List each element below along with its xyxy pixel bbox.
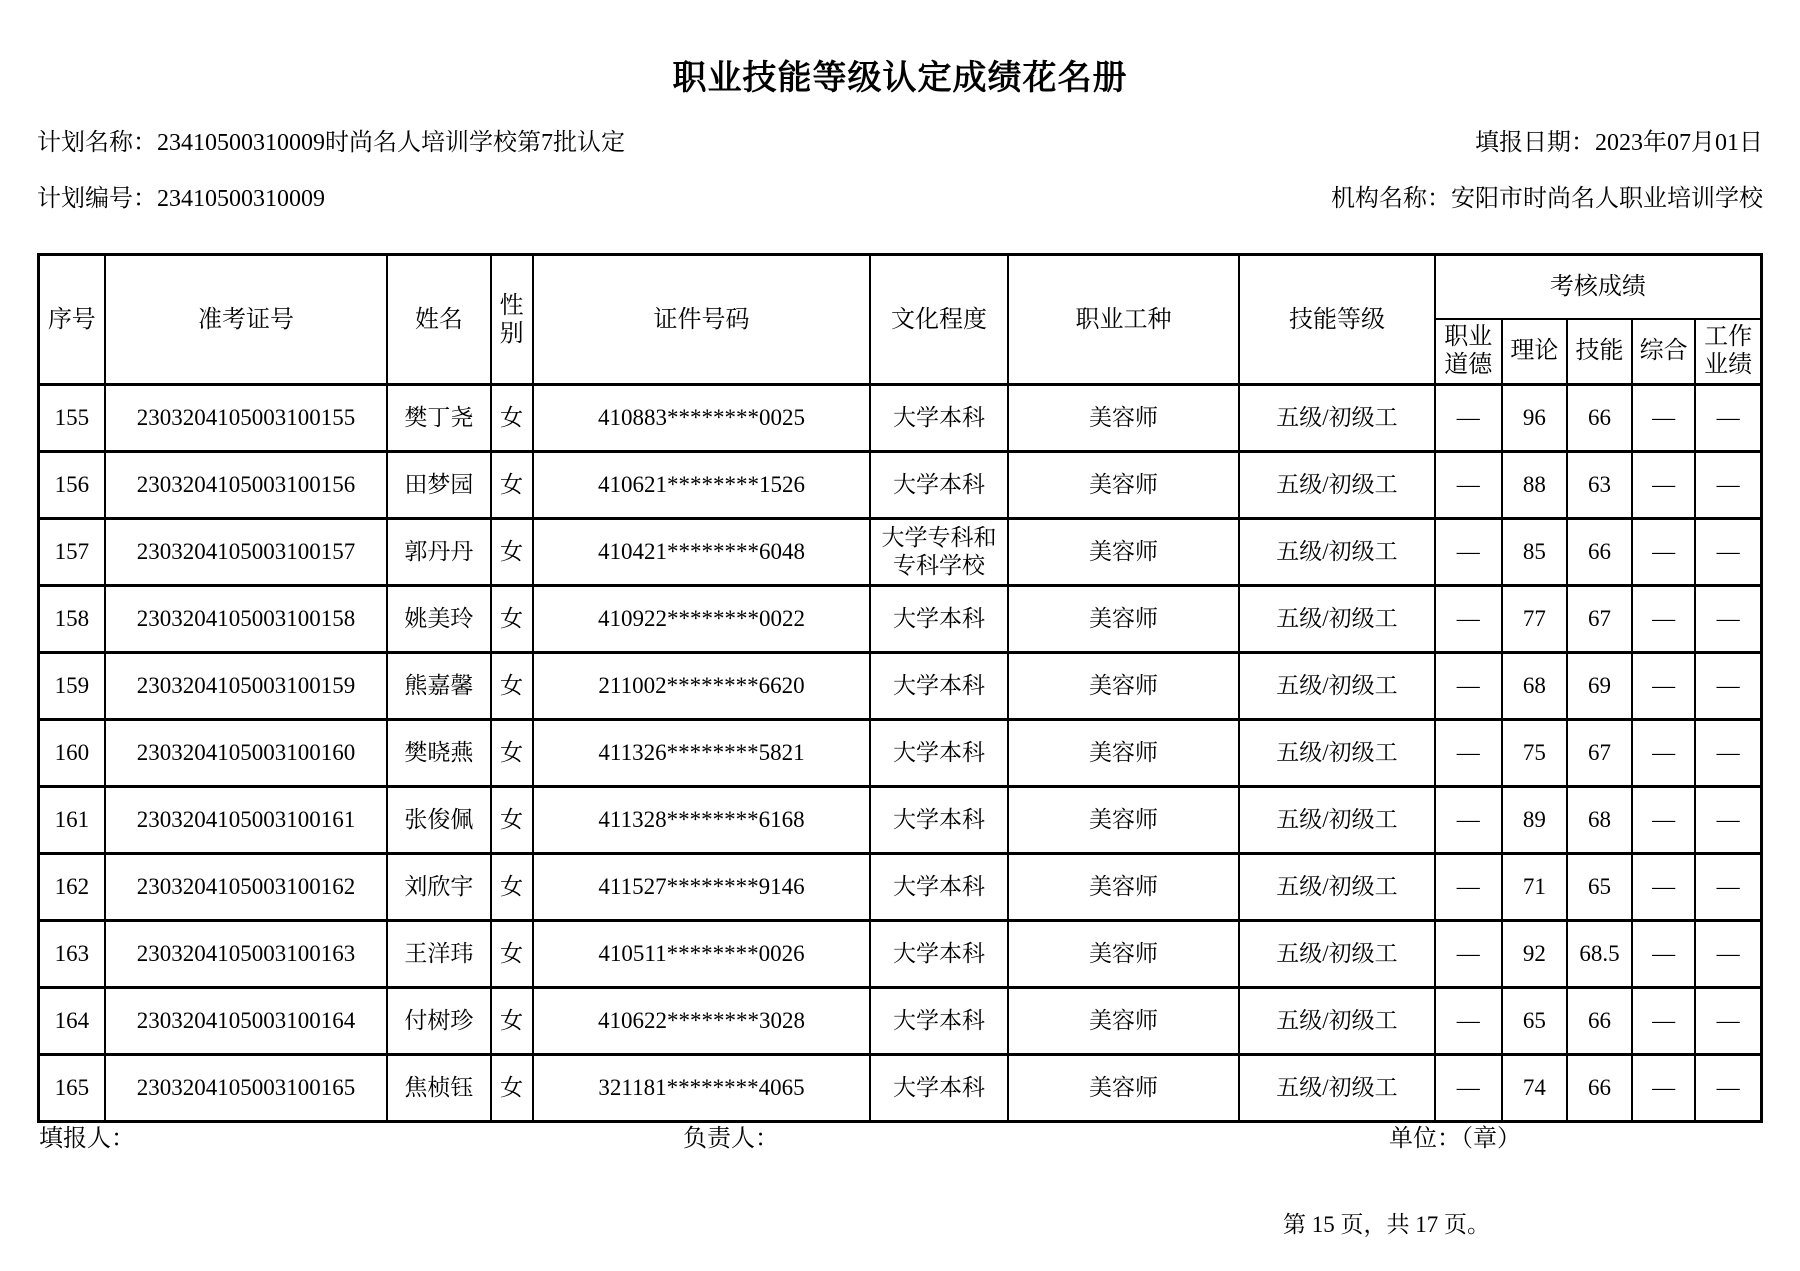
- cell-name: 田梦园: [387, 452, 490, 519]
- cell-level: 五级/初级工: [1239, 988, 1434, 1055]
- cell-ticket-no: 2303204105003100159: [105, 653, 388, 720]
- cell-index: 158: [39, 586, 105, 653]
- cell-level: 五级/初级工: [1239, 854, 1434, 921]
- cell-theory: 89: [1502, 787, 1567, 854]
- cell-comprehensive: —: [1632, 653, 1695, 720]
- plan-code-label: 计划编号：: [37, 186, 157, 212]
- cell-ticket-no: 2303204105003100157: [105, 519, 388, 586]
- cell-gender: 女: [491, 720, 533, 787]
- col-header-gender: 性别: [491, 255, 533, 385]
- cell-work: —: [1695, 921, 1761, 988]
- fill-date: [1475, 128, 1763, 158]
- cell-comprehensive: —: [1632, 787, 1695, 854]
- score-table-body: [39, 385, 1762, 1122]
- cell-ticket-no: 2303204105003100155: [105, 385, 388, 452]
- table-row: [39, 921, 1762, 988]
- cell-work: —: [1695, 586, 1761, 653]
- cell-index: 157: [39, 519, 105, 586]
- table-row: [39, 586, 1762, 653]
- cell-skill: 66: [1567, 385, 1632, 452]
- col-header-scores-group: 考核成绩: [1435, 255, 1762, 319]
- cell-name: 郭丹丹: [387, 519, 490, 586]
- cell-ticket-no: 2303204105003100156: [105, 452, 388, 519]
- cell-index: 161: [39, 787, 105, 854]
- cell-occupation: 美容师: [1008, 988, 1240, 1055]
- col-header-theory: 理论: [1502, 319, 1567, 385]
- cell-id-no: 410622********3028: [533, 988, 871, 1055]
- fill-date-value: 2023年07月01日: [1595, 130, 1763, 156]
- cell-name: 熊嘉馨: [387, 653, 490, 720]
- cell-comprehensive: —: [1632, 1055, 1695, 1122]
- cell-skill: 65: [1567, 854, 1632, 921]
- col-header-education: 文化程度: [870, 255, 1007, 385]
- table-row: [39, 519, 1762, 586]
- filler-label: 填报人：: [39, 1126, 135, 1152]
- cell-gender: 女: [491, 1055, 533, 1122]
- cell-index: 165: [39, 1055, 105, 1122]
- cell-id-no: 411527********9146: [533, 854, 871, 921]
- cell-morality: —: [1435, 787, 1502, 854]
- cell-gender: 女: [491, 452, 533, 519]
- cell-work: —: [1695, 1055, 1761, 1122]
- cell-ticket-no: 2303204105003100162: [105, 854, 388, 921]
- col-header-work: 工作业绩: [1695, 319, 1761, 385]
- cell-morality: —: [1435, 385, 1502, 452]
- cell-ticket-no: 2303204105003100165: [105, 1055, 388, 1122]
- cell-education: 大学本科: [870, 586, 1007, 653]
- cell-name: 樊丁尧: [387, 385, 490, 452]
- cell-theory: 77: [1502, 586, 1567, 653]
- cell-occupation: 美容师: [1008, 452, 1240, 519]
- cell-theory: 68: [1502, 653, 1567, 720]
- cell-index: 155: [39, 385, 105, 452]
- cell-work: —: [1695, 452, 1761, 519]
- cell-education: 大学本科: [870, 653, 1007, 720]
- cell-theory: 75: [1502, 720, 1567, 787]
- cell-occupation: 美容师: [1008, 385, 1240, 452]
- table-row: [39, 854, 1762, 921]
- col-header-occupation: 职业工种: [1008, 255, 1240, 385]
- cell-morality: —: [1435, 586, 1502, 653]
- cell-level: 五级/初级工: [1239, 653, 1434, 720]
- table-row: [39, 385, 1762, 452]
- cell-theory: 71: [1502, 854, 1567, 921]
- cell-skill: 66: [1567, 519, 1632, 586]
- manager-label: 负责人：: [683, 1126, 779, 1152]
- col-header-index: 序号: [39, 255, 105, 385]
- page-number: 第 15 页，共 17 页。: [1283, 1212, 1490, 1237]
- cell-ticket-no: 2303204105003100160: [105, 720, 388, 787]
- header-row-group: [39, 255, 1762, 319]
- cell-gender: 女: [491, 921, 533, 988]
- table-row: [39, 720, 1762, 787]
- cell-morality: —: [1435, 1055, 1502, 1122]
- cell-theory: 65: [1502, 988, 1567, 1055]
- cell-skill: 63: [1567, 452, 1632, 519]
- cell-skill: 66: [1567, 988, 1632, 1055]
- cell-index: 164: [39, 988, 105, 1055]
- cell-id-no: 211002********6620: [533, 653, 871, 720]
- cell-skill: 66: [1567, 1055, 1632, 1122]
- cell-work: —: [1695, 653, 1761, 720]
- cell-id-no: 410922********0022: [533, 586, 871, 653]
- cell-name: 张俊佩: [387, 787, 490, 854]
- cell-index: 160: [39, 720, 105, 787]
- cell-education: 大学本科: [870, 385, 1007, 452]
- cell-morality: —: [1435, 519, 1502, 586]
- cell-id-no: 410421********6048: [533, 519, 871, 586]
- cell-name: 王洋玮: [387, 921, 490, 988]
- cell-gender: 女: [491, 385, 533, 452]
- plan-code-value: 23410500310009: [157, 186, 325, 212]
- cell-name: 焦桢钰: [387, 1055, 490, 1122]
- cell-education: 大学本科: [870, 988, 1007, 1055]
- cell-comprehensive: —: [1632, 988, 1695, 1055]
- col-header-skill: 技能: [1567, 319, 1632, 385]
- cell-theory: 92: [1502, 921, 1567, 988]
- cell-gender: 女: [491, 653, 533, 720]
- cell-occupation: 美容师: [1008, 586, 1240, 653]
- cell-ticket-no: 2303204105003100158: [105, 586, 388, 653]
- cell-morality: —: [1435, 988, 1502, 1055]
- cell-work: —: [1695, 720, 1761, 787]
- cell-comprehensive: —: [1632, 854, 1695, 921]
- cell-education: 大学本科: [870, 854, 1007, 921]
- cell-theory: 88: [1502, 452, 1567, 519]
- cell-comprehensive: —: [1632, 921, 1695, 988]
- cell-id-no: 410511********0026: [533, 921, 871, 988]
- cell-comprehensive: —: [1632, 720, 1695, 787]
- plan-code: [37, 184, 325, 214]
- cell-morality: —: [1435, 720, 1502, 787]
- cell-occupation: 美容师: [1008, 854, 1240, 921]
- cell-work: —: [1695, 385, 1761, 452]
- cell-gender: 女: [491, 586, 533, 653]
- cell-occupation: 美容师: [1008, 519, 1240, 586]
- cell-gender: 女: [491, 787, 533, 854]
- cell-theory: 85: [1502, 519, 1567, 586]
- cell-education: 大学本科: [870, 921, 1007, 988]
- cell-ticket-no: 2303204105003100164: [105, 988, 388, 1055]
- cell-comprehensive: —: [1632, 385, 1695, 452]
- cell-id-no: 411326********5821: [533, 720, 871, 787]
- cell-skill: 67: [1567, 720, 1632, 787]
- table-row: [39, 452, 1762, 519]
- cell-name: 姚美玲: [387, 586, 490, 653]
- cell-index: 163: [39, 921, 105, 988]
- cell-level: 五级/初级工: [1239, 452, 1434, 519]
- cell-work: —: [1695, 854, 1761, 921]
- unit-seal-label: 单位：（章）: [1389, 1126, 1521, 1152]
- cell-comprehensive: —: [1632, 586, 1695, 653]
- org-name-label: 机构名称：: [1331, 186, 1451, 212]
- table-row: [39, 787, 1762, 854]
- score-table: [37, 253, 1763, 1123]
- col-header-id-no: 证件号码: [533, 255, 871, 385]
- cell-education: 大学本科: [870, 720, 1007, 787]
- cell-morality: —: [1435, 921, 1502, 988]
- page-title: 职业技能等级认定成绩花名册: [672, 60, 1128, 97]
- cell-index: 162: [39, 854, 105, 921]
- cell-skill: 68.5: [1567, 921, 1632, 988]
- cell-education: 大学本科: [870, 1055, 1007, 1122]
- cell-skill: 69: [1567, 653, 1632, 720]
- cell-comprehensive: —: [1632, 452, 1695, 519]
- cell-gender: 女: [491, 854, 533, 921]
- cell-level: 五级/初级工: [1239, 586, 1434, 653]
- cell-gender: 女: [491, 519, 533, 586]
- cell-level: 五级/初级工: [1239, 385, 1434, 452]
- cell-level: 五级/初级工: [1239, 787, 1434, 854]
- cell-occupation: 美容师: [1008, 1055, 1240, 1122]
- col-header-name: 姓名: [387, 255, 490, 385]
- cell-gender: 女: [491, 988, 533, 1055]
- cell-skill: 68: [1567, 787, 1632, 854]
- cell-morality: —: [1435, 653, 1502, 720]
- table-row: [39, 988, 1762, 1055]
- cell-occupation: 美容师: [1008, 720, 1240, 787]
- cell-education: 大学专科和专科学校: [870, 519, 1007, 586]
- cell-id-no: 321181********4065: [533, 1055, 871, 1122]
- cell-ticket-no: 2303204105003100161: [105, 787, 388, 854]
- meta-line-1: [37, 128, 1763, 158]
- cell-work: —: [1695, 787, 1761, 854]
- cell-name: 刘欣宇: [387, 854, 490, 921]
- cell-education: 大学本科: [870, 452, 1007, 519]
- col-header-comprehensive: 综合: [1632, 319, 1695, 385]
- org-name: [1331, 184, 1763, 214]
- fill-date-label: 填报日期：: [1475, 130, 1595, 156]
- plan-name: [37, 128, 625, 158]
- cell-theory: 74: [1502, 1055, 1567, 1122]
- col-header-morality: 职业道德: [1435, 319, 1502, 385]
- org-name-value: 安阳市时尚名人职业培训学校: [1451, 186, 1763, 212]
- cell-name: 付树珍: [387, 988, 490, 1055]
- cell-name: 樊晓燕: [387, 720, 490, 787]
- cell-occupation: 美容师: [1008, 921, 1240, 988]
- plan-name-value: 23410500310009时尚名人培训学校第7批认定: [157, 130, 625, 156]
- cell-comprehensive: —: [1632, 519, 1695, 586]
- cell-level: 五级/初级工: [1239, 1055, 1434, 1122]
- cell-index: 156: [39, 452, 105, 519]
- cell-id-no: 410883********0025: [533, 385, 871, 452]
- cell-morality: —: [1435, 452, 1502, 519]
- cell-work: —: [1695, 519, 1761, 586]
- meta-line-2: [37, 184, 1763, 214]
- cell-level: 五级/初级工: [1239, 921, 1434, 988]
- cell-id-no: 411328********6168: [533, 787, 871, 854]
- col-header-level: 技能等级: [1239, 255, 1434, 385]
- cell-work: —: [1695, 988, 1761, 1055]
- table-row: [39, 1055, 1762, 1122]
- cell-ticket-no: 2303204105003100163: [105, 921, 388, 988]
- cell-skill: 67: [1567, 586, 1632, 653]
- cell-id-no: 410621********1526: [533, 452, 871, 519]
- cell-occupation: 美容师: [1008, 653, 1240, 720]
- cell-level: 五级/初级工: [1239, 720, 1434, 787]
- cell-education: 大学本科: [870, 787, 1007, 854]
- plan-name-label: 计划名称：: [37, 130, 157, 156]
- table-row: [39, 653, 1762, 720]
- cell-morality: —: [1435, 854, 1502, 921]
- cell-level: 五级/初级工: [1239, 519, 1434, 586]
- cell-occupation: 美容师: [1008, 787, 1240, 854]
- cell-theory: 96: [1502, 385, 1567, 452]
- col-header-ticket-no: 准考证号: [105, 255, 388, 385]
- cell-index: 159: [39, 653, 105, 720]
